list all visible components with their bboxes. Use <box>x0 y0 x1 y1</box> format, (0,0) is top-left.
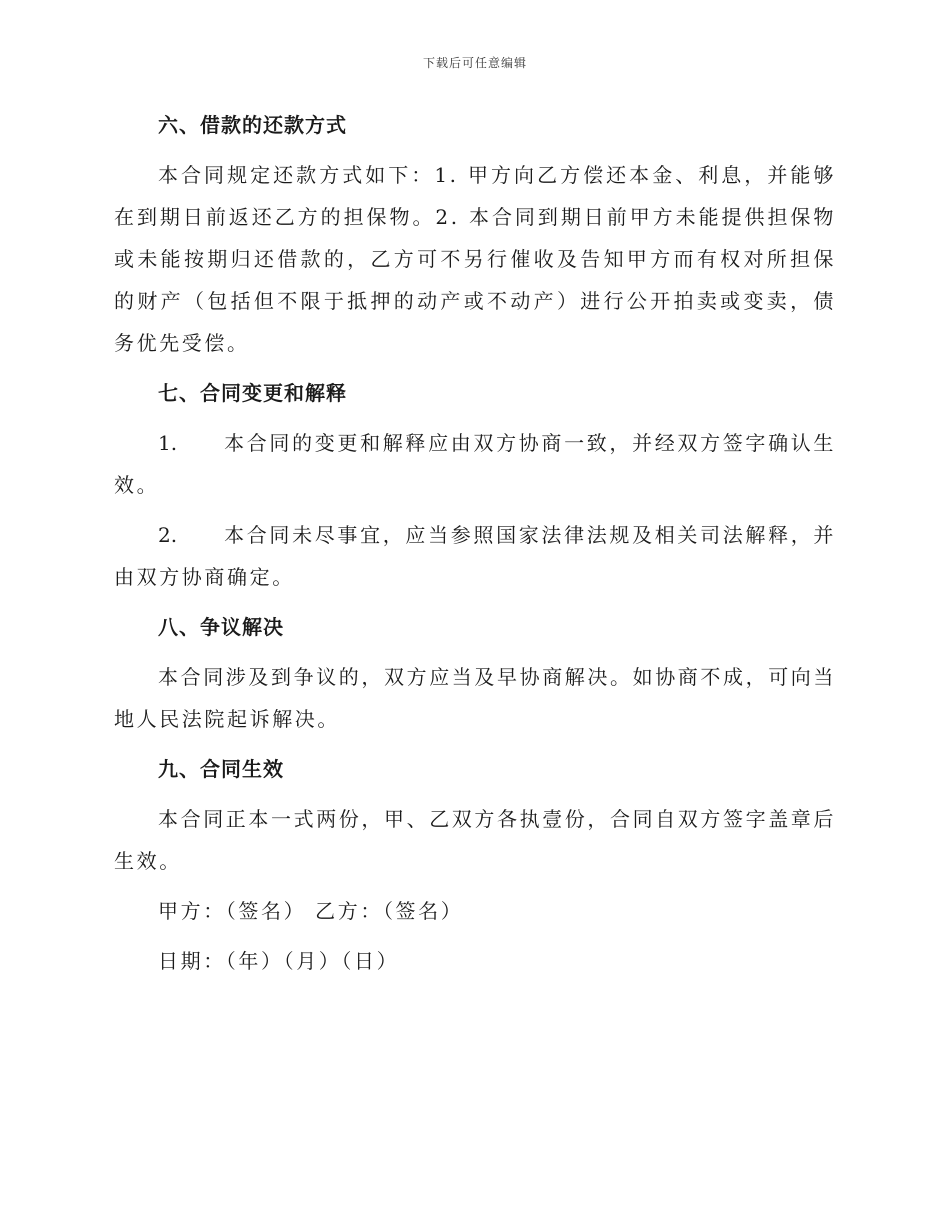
section-7-item-2 <box>114 514 836 598</box>
section-8-title: 八、争议解决 <box>158 615 284 639</box>
signature-parties: 甲方：（签名） 乙方：（签名） <box>158 899 464 923</box>
section-6-title: 六、借款的还款方式 <box>158 113 347 137</box>
header-note: 下载后可任意编辑 <box>422 56 527 70</box>
section-8-body: 本合同涉及到争议的，双方应当及早协商解决。如协商不成，可向当地人民法院起诉解决。 <box>114 665 836 731</box>
section-7-item-1 <box>114 422 836 506</box>
item-text: 本合同的变更和解释应由双方协商一致，并经双方签字确认生效。 <box>114 431 836 497</box>
item-number: 1. <box>158 431 178 455</box>
section-9-title: 九、合同生效 <box>158 757 284 781</box>
item-number: 2. <box>158 523 178 547</box>
signature-date: 日期：（年）（月）（日） <box>158 949 400 973</box>
section-9-body: 本合同正本一式两份，甲、乙双方各执壹份，合同自双方签字盖章后生效。 <box>114 807 836 873</box>
contract-content <box>114 104 836 990</box>
section-7-title: 七、合同变更和解释 <box>158 381 347 405</box>
item-text: 本合同未尽事宜，应当参照国家法律法规及相关司法解释，并由双方协商确定。 <box>114 523 836 589</box>
section-6-body: 本合同规定还款方式如下：1. 甲方向乙方偿还本金、利息，并能够在到期日前返还乙方的担保物。2. 本合同到期日前甲方未能提供担保物或未能按期归还借款的，乙方可不另行催收及告知甲方而有权对所担保的财产（包括但不限于抵押的动产或不动产）进行公开拍卖或变卖，债务优先受偿。 <box>114 163 836 355</box>
